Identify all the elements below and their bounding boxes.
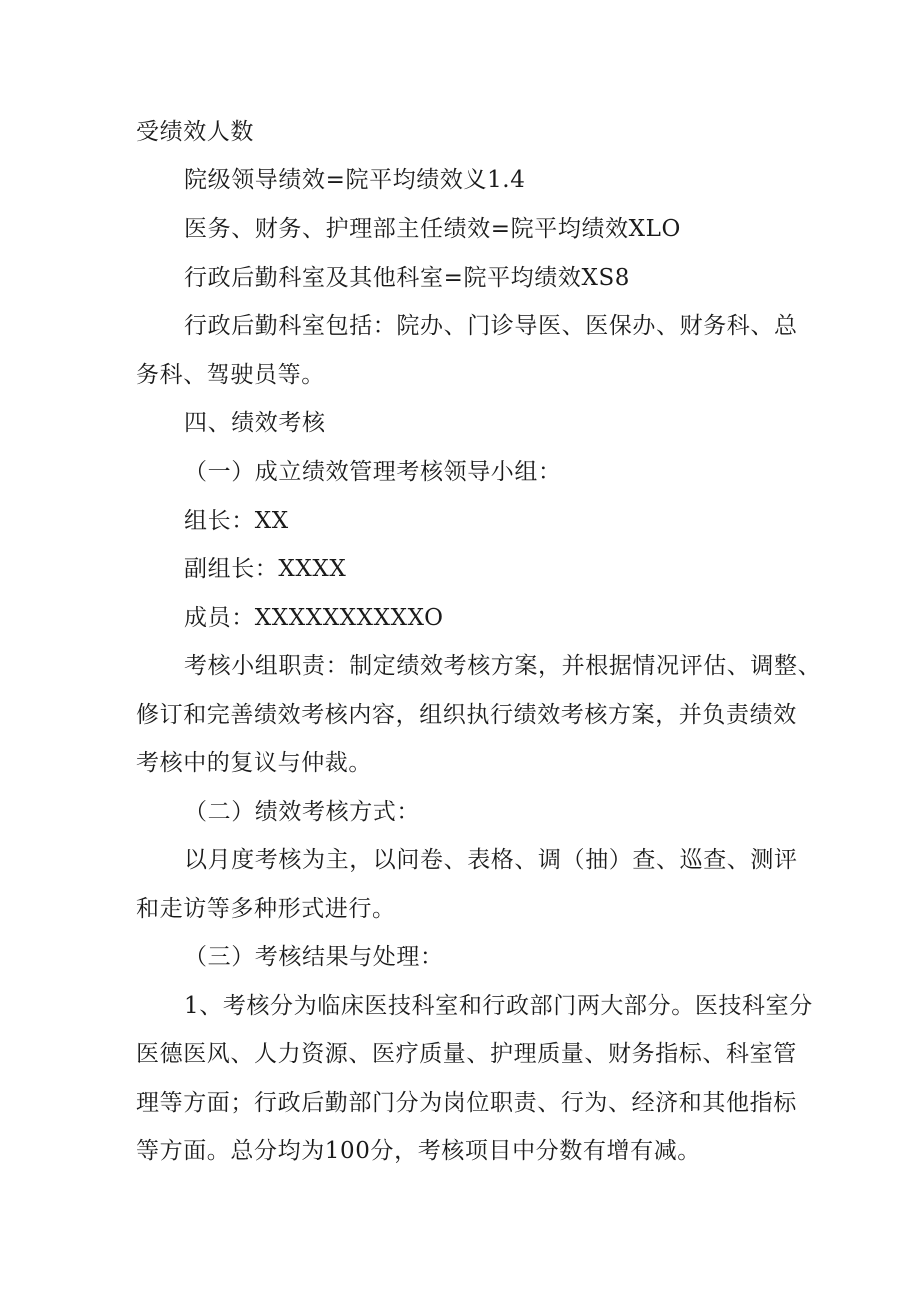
text-line-duties-3: 考核中的复议与仲裁。 (136, 750, 372, 776)
text-line-6: 务科、驾驶员等。 (136, 362, 325, 388)
text-line-result-2: 医德医风、人力资源、医疗质量、护理质量、财务指标、科室管 (136, 1041, 797, 1067)
subsection-heading-2: （二）绩效考核方式： (184, 799, 420, 825)
text-line-4: 行政后勤科室及其他科室=院平均绩效XS8 (184, 265, 631, 291)
text-line-5: 行政后勤科室包括：院办、门诊导医、医保办、财务科、总 (184, 313, 798, 339)
text-line-group-leader: 组长：XX (184, 508, 289, 534)
text-line-result-3: 理等方面；行政后勤部门分为岗位职责、行为、经济和其他指标 (136, 1090, 797, 1116)
text-line-3: 医务、财务、护理部主任绩效=院平均绩效XLO (184, 216, 681, 242)
text-line-method-1: 以月度考核为主，以问卷、表格、调（抽）查、巡查、测评 (184, 847, 798, 873)
subsection-heading-3: （三）考核结果与处理： (184, 944, 444, 970)
text-line-result-4: 等方面。总分均为100分，考核项目中分数有增有减。 (136, 1138, 701, 1164)
text-line-2: 院级领导绩效=院平均绩效义1.4 (184, 167, 526, 193)
text-line-1: 受绩效人数 (136, 119, 254, 145)
text-line-duties-1: 考核小组职责：制定绩效考核方案，并根据情况评估、调整、 (184, 653, 822, 679)
text-line-duties-2: 修订和完善绩效考核内容，组织执行绩效考核方案，并负责绩效 (136, 702, 797, 728)
text-line-result-1: 1、考核分为临床医技科室和行政部门两大部分。医技科室分 (184, 993, 813, 1019)
text-line-method-2: 和走访等多种形式进行。 (136, 896, 396, 922)
text-line-deputy-leader: 副组长：XXXX (184, 556, 347, 582)
subsection-heading-1: （一）成立绩效管理考核领导小组： (184, 459, 562, 485)
section-heading-4: 四、绩效考核 (184, 410, 326, 436)
text-line-members: 成员：XXXXXXXXXXO (184, 605, 444, 631)
